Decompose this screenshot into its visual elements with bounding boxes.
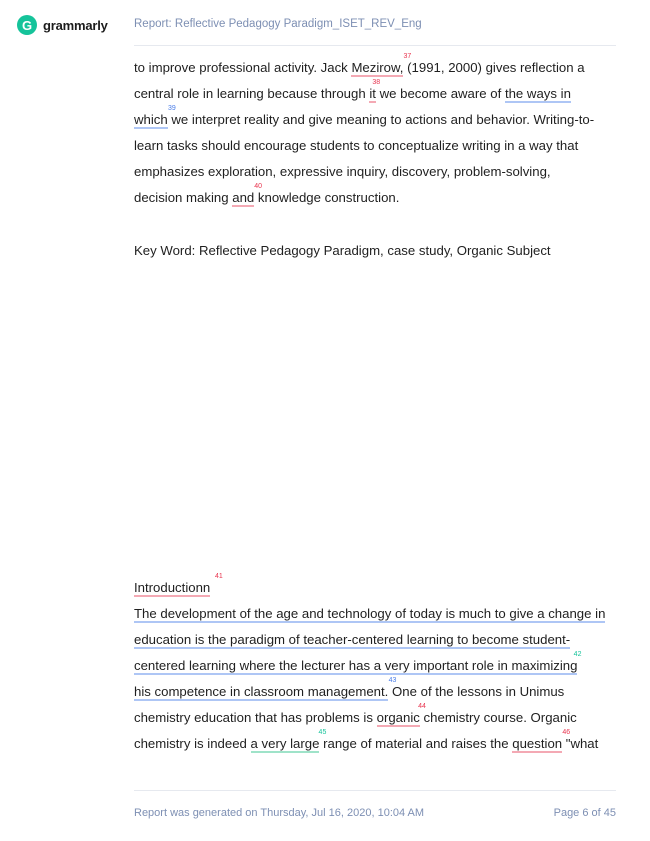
text-line [134, 627, 616, 653]
grammarly-logo [17, 15, 108, 35]
issue-highlight[interactable]: 41 Introductionn [134, 573, 223, 595]
issue-marker-42[interactable]: 42 [573, 651, 582, 658]
issue-marker-45[interactable]: 45 [318, 729, 327, 736]
keywords-text: Key Word: Reflective Pedagogy Paradigm, case study, Organic Subject [134, 243, 551, 258]
issue-highlight[interactable]: The development of the age and technology of today is much to give a change in [134, 606, 606, 621]
text-line: chemistry education that has problems is 44 organic chemistry course. Organic [134, 703, 577, 725]
issue-highlight[interactable]: 40 and [232, 183, 263, 205]
text-line [134, 653, 616, 679]
issue-marker-38[interactable]: 38 [372, 79, 381, 86]
issue-highlight[interactable]: 38 it [369, 79, 381, 101]
issue-marker-43[interactable]: 43 [388, 677, 397, 684]
text-line: emphasizes exploration, expressive inquiry, discovery, problem-solving, [134, 164, 551, 179]
issue-marker-40[interactable]: 40 [254, 183, 263, 190]
section-heading [134, 575, 616, 601]
footer-divider [134, 790, 616, 791]
issue-marker-37[interactable]: 37 [403, 53, 412, 60]
issue-highlight[interactable]: the ways in [504, 86, 571, 101]
introduction-section [134, 575, 616, 757]
text-line: to improve professional activity. Jack 37 Mezirow, (1991, 2000) gives reflection a [134, 53, 585, 75]
issue-highlight[interactable]: 46 question [512, 729, 571, 751]
issue-highlight[interactable]: 37 Mezirow, [351, 53, 412, 75]
issue-marker-46[interactable]: 46 [562, 729, 571, 736]
issue-marker-41[interactable]: 41 [215, 573, 223, 580]
text-line: 39 which we interpret reality and give meaning to actions and behavior. Writing-to- [134, 105, 595, 127]
text-line: chemistry is indeed 45 a very large range of material and raises the 46 question "what [134, 729, 599, 751]
grammarly-g-icon: G [17, 15, 37, 35]
issue-highlight[interactable]: 42 centered learning where the lecturer has a very important role in maximizing [134, 651, 582, 673]
page-indicator: Page 6 of 45 [553, 807, 616, 819]
issue-highlight[interactable]: 39 which [134, 105, 176, 127]
keywords-line [134, 238, 616, 264]
brand-name: grammarly [43, 17, 108, 33]
report-title: Report: Reflective Pedagogy Paradigm_ISET_REV_Eng [134, 18, 422, 30]
header-divider [134, 45, 616, 46]
abstract-paragraph [134, 55, 616, 211]
text-line: decision making 40 and knowledge construction. [134, 183, 400, 205]
issue-highlight[interactable]: education is the paradigm of teacher-centered learning to become student- [134, 632, 571, 647]
issue-marker-39[interactable]: 39 [168, 105, 176, 112]
issue-highlight[interactable]: 44 organic [376, 703, 426, 725]
text-line: 43 his competence in classroom management. One of the lessons in Unimus [134, 677, 565, 699]
text-line [134, 601, 616, 627]
text-line: learn tasks should encourage students to conceptualize writing in a way that [134, 138, 579, 153]
text-line: central role in learning because through 38 it we become aware of the ways in [134, 79, 571, 101]
issue-marker-44[interactable]: 44 [418, 703, 426, 710]
issue-highlight[interactable]: 45 a very large [250, 729, 327, 751]
issue-highlight[interactable]: 43 his competence in classroom management. [134, 677, 397, 699]
generated-timestamp: Report was generated on Thursday, Jul 16, 2020, 10:04 AM [134, 807, 425, 819]
